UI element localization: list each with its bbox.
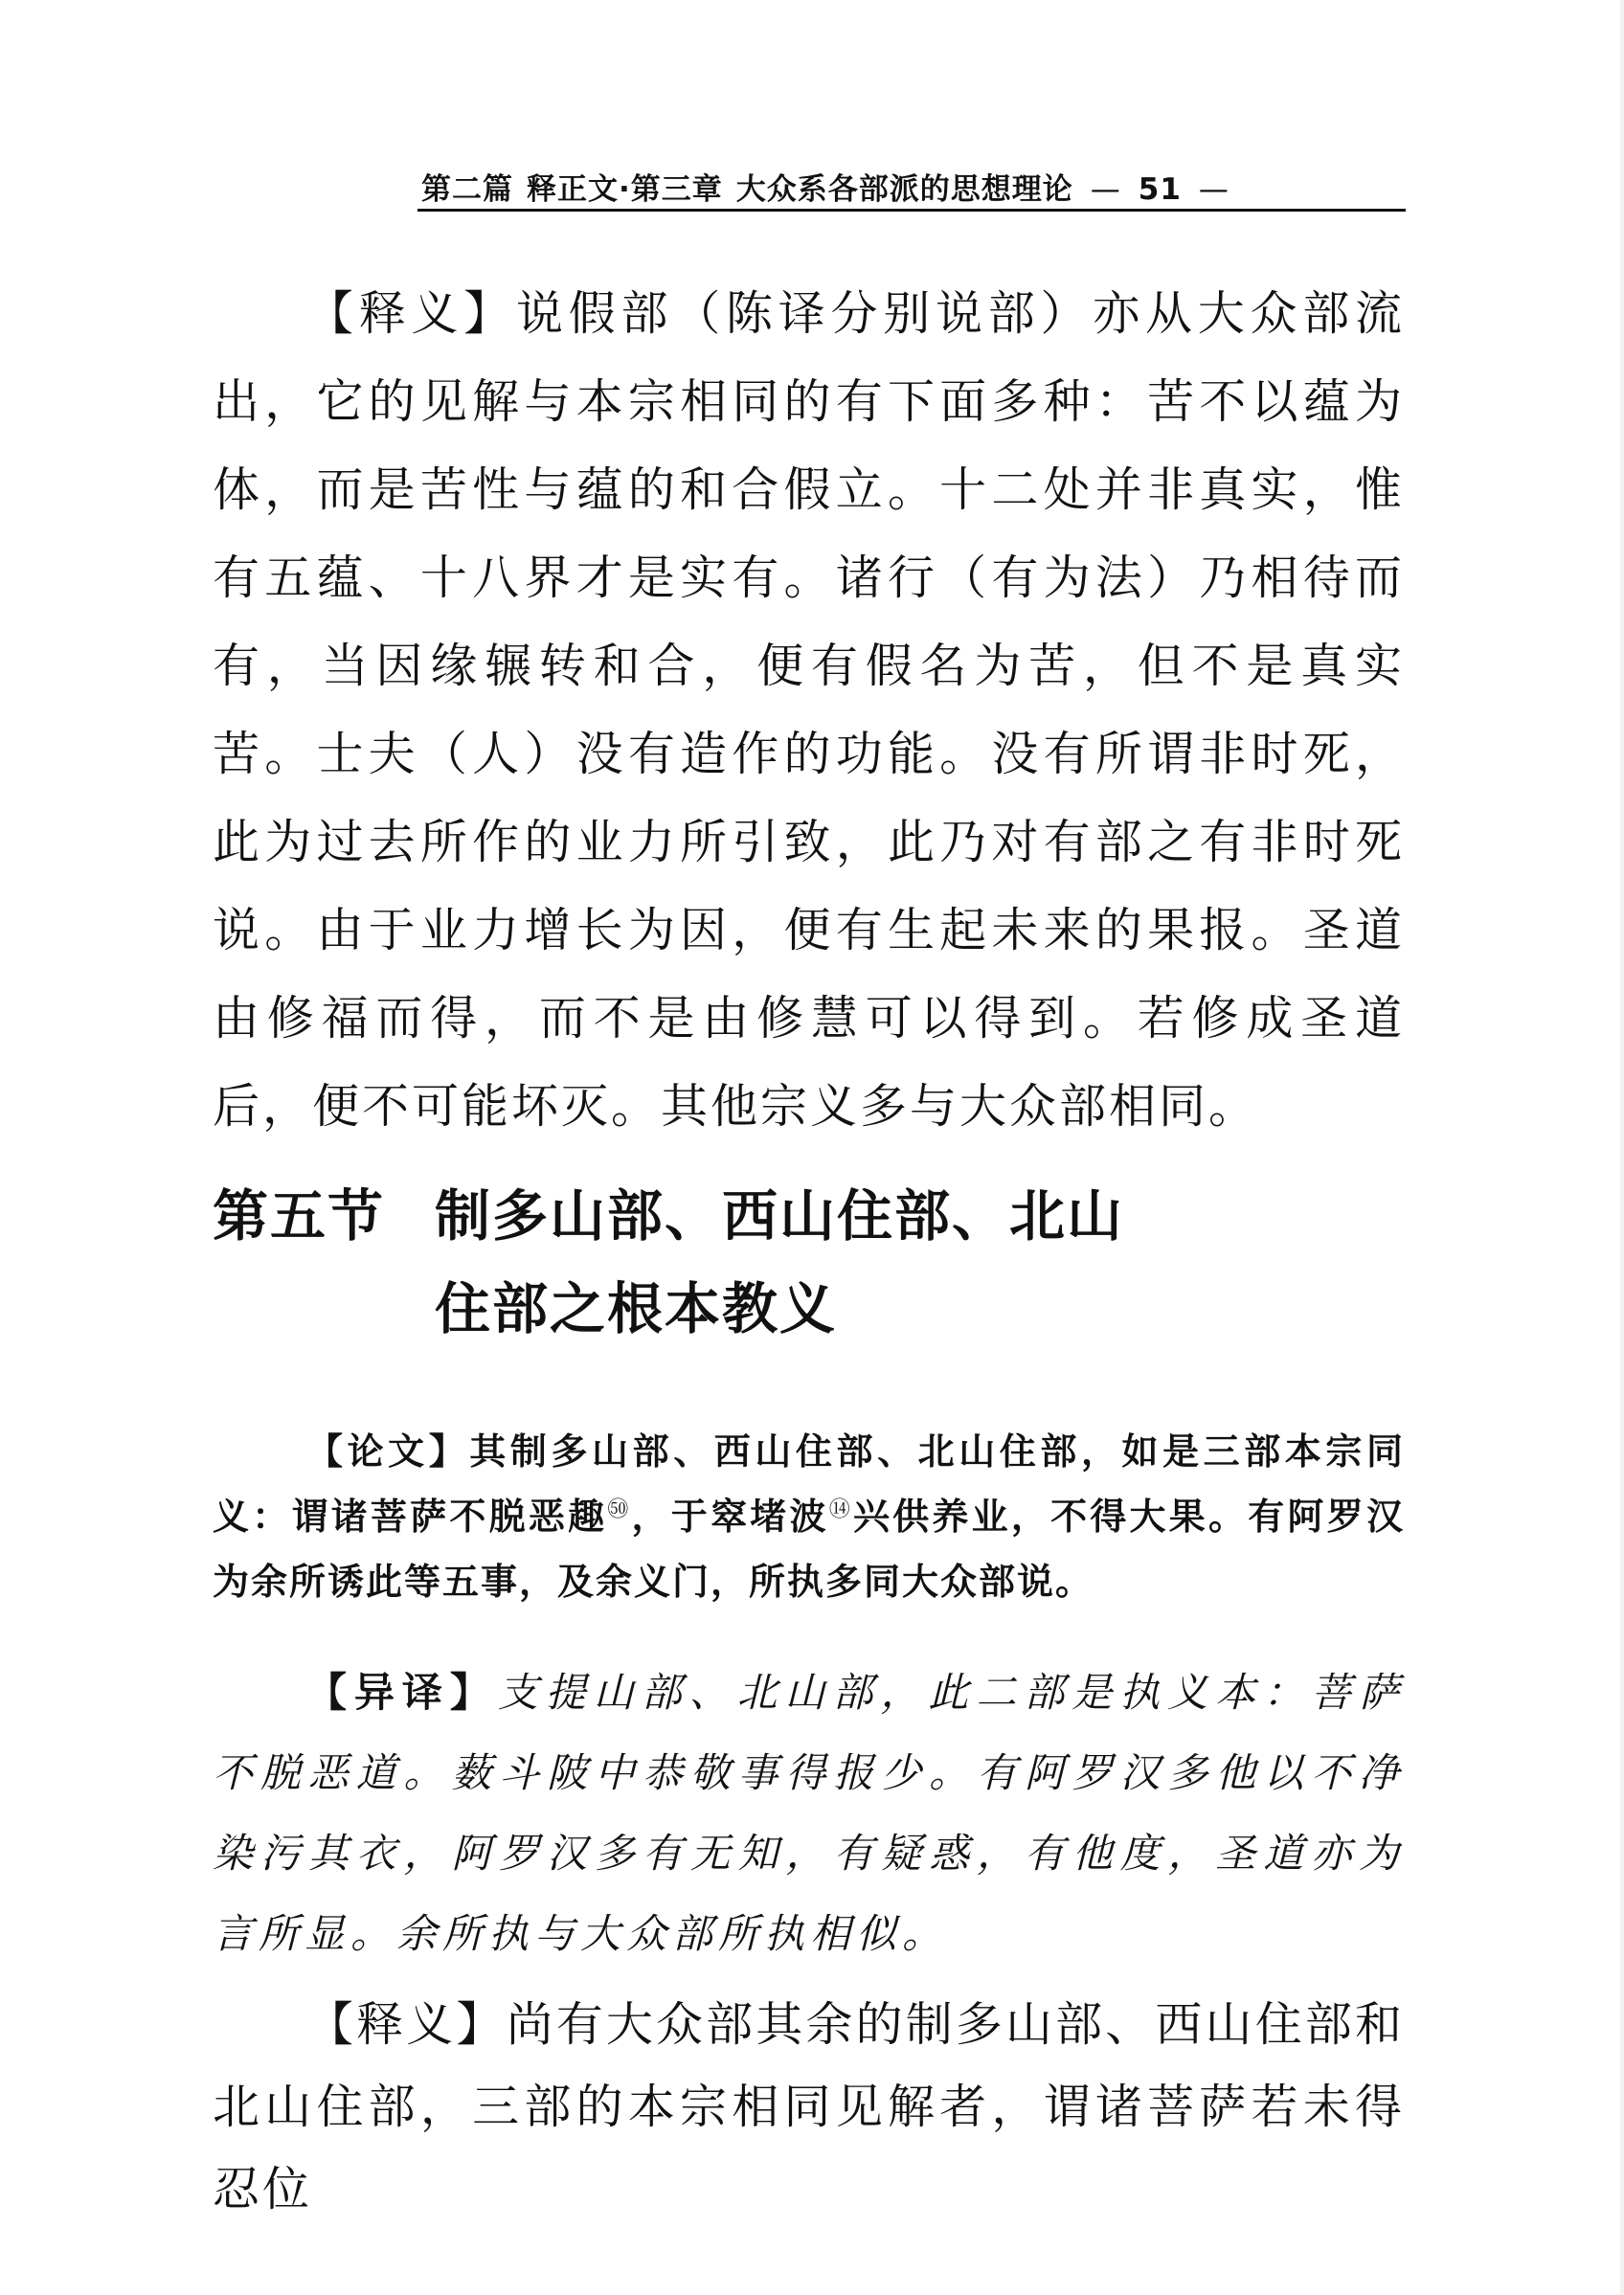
commentary-paragraph-2 [213,1984,1405,2231]
commentary-text-1: 说假部（陈译分别说部）亦从大众部流出，它的见解与本宗相同的有下面多种：苦不以蕴为体，而是苦性与蕴的和合假立。十二处并非真实，惟有五蕴、十八界才是实有。诸行（有为法）乃相待而有，当因缘辗转和合，便有假名为苦，但不是真实苦。士夫（人）没有造作的功能。没有所谓非时死，此为过去所作的业力所引致，此乃对有部之有非时死说。由于业力增长为因，便有生起未来的果报。圣道由修福而得，而不是由修慧可以得到。若修成圣道后，便不可能坏灭。其他宗义多与大众部相同。 [213,286,1405,1134]
header-chapter: 释正文·第三章 [527,172,723,207]
treatise-text-3: 兴供养业，不得大果。有阿罗汉为余所诱此等五事，及余义门，所执多同大众部说。 [213,1496,1405,1603]
header-chapter-title: 大众系各部派的思想理论 [735,172,1073,207]
header-rule [417,209,1406,212]
variant-text: 支提山部、北山部，此二部是执义本：菩萨不脱恶道。薮斗陂中恭敬事得报少。有阿罗汉多他以不净染污其衣，阿罗汉多有无知，有疑惑，有他度，圣道亦为言所显。余所执与大众部所执相似。 [213,1669,1405,1957]
footnote-marker: ㊿ [607,1497,632,1522]
variant-lead: 【异译】 [306,1669,498,1716]
section-title-line-1: 制多山部、西山住部、北山 [435,1183,1125,1249]
treatise-paragraph [213,1419,1405,1614]
commentary-text-2: 尚有大众部其余的制多山部、西山住部和北山住部，三部的本宗相同见解者，谓诸菩萨若未得忍位 [213,1997,1405,2216]
commentary-paragraph-1 [213,270,1405,1151]
section-heading [213,1170,1405,1356]
treatise-lead: 【论文】 [306,1430,470,1473]
variant-translation-paragraph [213,1653,1405,1974]
commentary-lead-1: 【释义】 [306,286,516,341]
running-header: 第二篇 释正文·第三章 大众系各部派的思想理论 — 51 — [421,172,1229,207]
header-part: 第二篇 [421,172,513,207]
scan-edge [1620,0,1624,2295]
page-number: 51 [1138,172,1182,207]
commentary-lead-2: 【释义】 [306,1997,507,2052]
treatise-text-2: ，于窣堵波 [631,1496,829,1538]
section-title-line-2: 住部之根本教义 [435,1276,838,1341]
treatise-text-1: 其制多山部、西山住部、北山住部，如是三部本宗同义：谓诸菩萨不脱恶趣 [213,1430,1405,1538]
footnote-marker: ⑭ [828,1497,853,1522]
section-number: 第五节 [213,1183,386,1249]
